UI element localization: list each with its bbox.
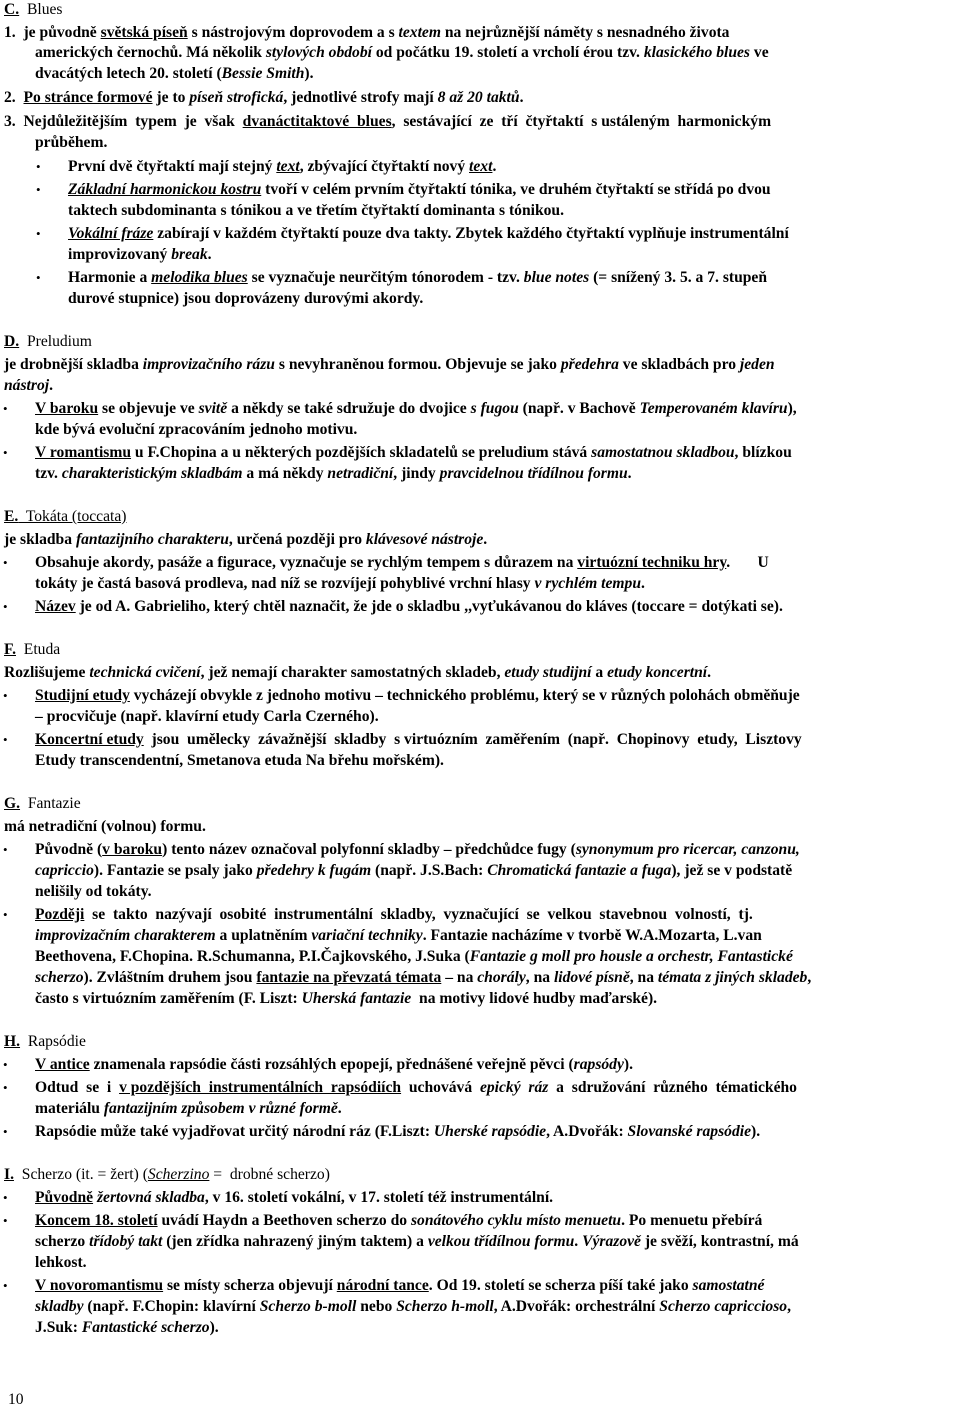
text-segment: , — [787, 1298, 791, 1315]
text-segment: , jindy — [393, 465, 440, 482]
text-segment: chorály — [477, 969, 526, 986]
text-segment: (např. v Bachově — [518, 400, 640, 417]
bullet-icon: • — [3, 907, 8, 922]
text-segment: předehry k fugám — [256, 862, 372, 879]
text-segment: ). Fantazie se psaly jako — [93, 862, 257, 879]
line-text — [4, 355, 775, 375]
text-segment: Koncertní etudy — [35, 731, 144, 748]
text-segment: 1. je — [4, 24, 40, 41]
text-segment: průběhem. — [35, 134, 108, 151]
line-text — [35, 1188, 553, 1208]
text-segment: samostatnou skladbou — [591, 444, 735, 461]
text-segment: textem — [398, 24, 441, 41]
text-segment: capriccio — [35, 862, 94, 879]
text-segment: Slovanské rapsódie — [627, 1123, 752, 1140]
text-segment: . — [707, 664, 712, 681]
text-segment: nelišily od tokáty. — [35, 883, 152, 900]
text-segment: – na — [441, 969, 478, 986]
text-segment: melodika blues — [151, 269, 248, 286]
text-segment: C. — [4, 1, 20, 18]
text-segment: ve skladbách pro — [618, 356, 740, 373]
text-segment: Fantazie g moll pro housle a orchestr, Fantastické — [469, 948, 793, 965]
text-segment: První dvě čtyřtaktí mají stejný — [68, 158, 277, 175]
text-segment: klasického blues — [643, 44, 750, 61]
text-segment: V romantismu — [35, 444, 132, 461]
text-segment: se místy scherza objevují — [163, 1277, 337, 1294]
text-segment: F. — [4, 641, 16, 658]
page-number: 10 — [8, 1391, 24, 1408]
text-segment: virtuózní techniku hry — [577, 554, 727, 571]
text-segment: Obsahuje akordy, pasáže a figurace, vyznačuje se rychlým tempem s důrazem na — [35, 554, 578, 571]
text-segment: E. — [4, 508, 19, 525]
line-text — [35, 968, 811, 988]
line-text — [35, 1055, 633, 1075]
bullet-icon: • — [36, 226, 41, 241]
line-text — [4, 0, 63, 20]
line-text — [35, 707, 379, 727]
text-segment: Rapsódie — [20, 1033, 86, 1050]
text-segment: I. — [4, 1166, 14, 1183]
text-segment: . — [207, 246, 212, 263]
text-segment: ve — [750, 44, 769, 61]
line-text — [68, 180, 771, 200]
line-text — [4, 376, 53, 396]
text-segment: . — [574, 1233, 583, 1250]
text-segment: Výrazově — [582, 1233, 641, 1250]
line-text — [68, 224, 789, 244]
text-segment: Scherzo b-moll — [259, 1298, 357, 1315]
text-segment: epický ráz — [479, 1079, 549, 1096]
line-text — [35, 1078, 797, 1098]
text-segment: má netradiční (volnou) formu. — [4, 818, 206, 835]
text-segment: jeden — [739, 356, 775, 373]
line-text — [35, 1297, 791, 1317]
text-segment: velkou třídílnou formu — [427, 1233, 575, 1250]
text-segment: uvádí Haydn a Beethoven scherzo do — [157, 1212, 411, 1229]
line-text — [35, 840, 800, 860]
text-segment: s fugou — [470, 400, 519, 417]
line-text — [35, 905, 753, 925]
text-segment: s nevyhraněnou formou. Objevuje se jako — [274, 356, 561, 373]
text-segment: , jež nemají charakter samostatných skladeb, — [200, 664, 505, 681]
bullet-icon: • — [36, 270, 41, 285]
text-segment: D. — [4, 333, 20, 350]
bullet-icon: • — [3, 688, 8, 703]
text-segment: Koncem 18. století — [35, 1212, 158, 1229]
text-segment: Uherské rapsódie — [433, 1123, 547, 1140]
text-segment: 3. Nejdůležitějším typem je však — [4, 113, 243, 130]
line-text — [35, 553, 769, 573]
text-segment: předehra — [560, 356, 619, 373]
bullet-icon: • — [3, 445, 8, 460]
text-segment: . — [519, 89, 524, 106]
text-segment: Rapsódie může také vyjadřovat určitý národní ráz (F.Liszt: — [35, 1123, 434, 1140]
text-segment: ), — [787, 400, 797, 417]
text-segment: technická cvičení — [89, 664, 201, 681]
text-segment: třídobý takt — [89, 1233, 163, 1250]
text-segment: ) tento název označoval polyfonní skladby – předchůdce fugy ( — [162, 841, 576, 858]
text-segment: , A.Dvořák: — [546, 1123, 628, 1140]
text-segment: text — [469, 158, 493, 175]
text-segment: ). — [209, 1319, 219, 1336]
line-text — [35, 133, 107, 153]
text-segment: Bessie Smith — [221, 65, 305, 82]
text-segment: tokáty je častá basová prodleva, nad níž se rozvíjejí pohyblivé vrchní hlasy — [35, 575, 535, 592]
text-segment: scherzo — [35, 1233, 90, 1250]
text-segment: a někdy se také sdružuje do dvojice — [227, 400, 471, 417]
text-segment: tzv. — [35, 465, 62, 482]
text-segment: durové stupnice) jsou doprovázeny durovými akordy. — [68, 290, 424, 307]
text-segment: (= snížený 3. 5. a 7. stupeň — [589, 269, 768, 286]
line-text — [68, 201, 564, 221]
text-segment: , na — [629, 969, 658, 986]
text-segment: blue notes — [523, 269, 590, 286]
line-text — [35, 43, 769, 63]
text-segment: Původně ( — [35, 841, 103, 858]
text-segment: ). Zvláštním druhem jsou — [83, 969, 257, 986]
text-segment: stylových období — [265, 44, 372, 61]
text-segment: a má někdy — [242, 465, 328, 482]
text-segment: . — [627, 465, 632, 482]
line-text — [4, 507, 126, 527]
text-segment: ). — [623, 1056, 633, 1073]
bullet-icon: • — [3, 1213, 8, 1228]
bullet-icon: • — [3, 555, 8, 570]
text-segment: V baroku — [35, 400, 99, 417]
bullet-icon: • — [36, 182, 41, 197]
line-text — [35, 420, 357, 440]
text-segment: světská píseň — [100, 24, 188, 41]
line-text — [35, 926, 762, 946]
text-segment: Beethovena, F.Chopina. R.Schumanna, P.I.Čajkovského, J.Suka ( — [35, 948, 470, 965]
text-segment: se objevuje ve — [98, 400, 199, 417]
text-segment: je skladba — [4, 531, 76, 548]
line-text — [35, 751, 444, 771]
text-segment: se takto nazývají osobité instrumentální skladby, vyznačující se velkou stavebnou volností, tj. — [84, 906, 753, 923]
bullet-icon: • — [3, 1057, 8, 1072]
text-segment: Scherzino — [147, 1166, 210, 1183]
line-text — [68, 268, 767, 288]
text-segment: pravcidelnou třídílnou formu — [439, 465, 628, 482]
text-segment: variační techniky — [311, 927, 423, 944]
bullet-icon: • — [3, 1080, 8, 1095]
text-segment: , v 16. století vokální, v 17. století též instrumentální. — [204, 1189, 554, 1206]
text-segment: s nástrojovým doprovodem a s — [187, 24, 399, 41]
line-text — [68, 289, 423, 309]
text-segment: . — [492, 158, 497, 175]
text-segment: , sestávající ze tří čtyřtaktí s ustáleným harmonickým — [391, 113, 772, 130]
text-segment: je od A. Gabrieliho, který chtěl naznačit, že jde o skladbu ,,vyťukávanou do kláves (toccare = dotýkati se). — [75, 598, 783, 615]
text-segment: ), jež se v podstatě — [671, 862, 793, 879]
text-segment: amerických černochů. Má několik — [35, 44, 266, 61]
bullet-icon: • — [3, 401, 8, 416]
text-segment: Temperovaném klavíru — [639, 400, 788, 417]
text-segment: Název — [35, 598, 76, 615]
line-text — [35, 464, 632, 484]
text-segment: od počátku 19. století a vrcholí érou tzv. — [371, 44, 644, 61]
text-segment: Po stránce formové — [23, 89, 153, 106]
text-segment: Uherská fantazie — [301, 990, 412, 1007]
text-segment: 8 až 20 taktů — [437, 89, 520, 106]
text-segment: scherzo — [35, 969, 84, 986]
text-segment: taktech subdominanta s tónikou a ve třetím čtyřtaktí dominanta s tónikou. — [68, 202, 565, 219]
text-segment: . Fantazie nacházíme v tvorbě W.A.Mozarta, L.van — [422, 927, 762, 944]
line-text — [35, 1099, 342, 1119]
line-text — [35, 882, 152, 902]
text-segment: jsou umělecky závažnější skladby s virtuózním zaměřením (např. Chopinovy etudy, Lisztovy — [143, 731, 802, 748]
line-text — [35, 64, 314, 84]
line-text — [4, 88, 523, 108]
text-segment: , zbývající čtyřtaktí nový — [299, 158, 470, 175]
text-segment: v rychlém tempu — [534, 575, 642, 592]
line-text — [35, 947, 793, 967]
text-segment: nástroj — [4, 377, 50, 394]
text-segment: fantazijního charakteru — [75, 531, 229, 548]
text-segment: . — [641, 575, 645, 592]
text-segment: na nejrůznější náměty s nesnadného života — [440, 24, 730, 41]
text-segment: Později — [35, 906, 85, 923]
text-segment: tvoří v celém prvním čtyřtaktí tónika, ve druhém čtyřtaktí se střídá po dvou — [261, 181, 771, 198]
text-segment: , blízkou — [734, 444, 792, 461]
text-segment: (jen zřídka nahrazený jiným taktem) a — [162, 1233, 428, 1250]
text-segment: , určená později pro — [228, 531, 366, 548]
line-text — [68, 157, 496, 177]
text-segment: samostatné — [692, 1277, 765, 1294]
text-segment: netradiční — [327, 465, 394, 482]
line-text — [4, 1032, 86, 1052]
text-segment: . U — [726, 554, 769, 571]
text-segment: V novoromantismu — [35, 1277, 164, 1294]
bullet-icon: • — [3, 1124, 8, 1139]
text-segment: Blues — [19, 1, 63, 18]
line-text — [4, 817, 206, 837]
text-segment: (např. F.Chopin: klavírní — [83, 1298, 260, 1315]
text-segment: (např. J.S.Bach: — [371, 862, 488, 879]
text-segment: lidové písně — [553, 969, 630, 986]
text-segment: Základní harmonickou kostru — [68, 181, 262, 198]
line-text — [35, 399, 797, 419]
text-segment: Původně — [35, 1189, 94, 1206]
text-segment: , na — [525, 969, 554, 986]
text-segment: . — [483, 531, 488, 548]
text-segment: v baroku — [102, 841, 163, 858]
line-text — [4, 663, 711, 683]
line-text — [35, 1318, 219, 1338]
text-segment: , — [807, 969, 812, 986]
text-segment: vycházejí obvykle z jednoho motivu – technického problému, který se v různých polohách obměňuje — [129, 687, 800, 704]
text-segment: Tokáta (toccata) — [18, 508, 127, 525]
text-segment: . — [337, 1100, 342, 1117]
text-segment: Harmonie a — [68, 269, 152, 286]
text-segment: svitě — [198, 400, 228, 417]
text-segment: Fantastické scherzo — [81, 1319, 210, 1336]
text-segment: , jednotlivé strofy mají — [283, 89, 438, 106]
text-segment: improvizačního rázu — [142, 356, 275, 373]
text-segment: . Od 19. století se scherza píší také jako — [428, 1277, 693, 1294]
text-segment: Chromatická fantazie a fuga — [487, 862, 672, 879]
text-segment: a sdružování různého tématického — [548, 1079, 797, 1096]
text-segment: charakteristickým skladbám — [61, 465, 243, 482]
bullet-icon: • — [3, 1190, 8, 1205]
text-segment: . — [49, 377, 53, 394]
text-segment: u F.Chopina a u některých pozdějších skladatelů se preludium stává — [131, 444, 592, 461]
text-segment: V antice — [35, 1056, 90, 1073]
text-segment: původně — [39, 24, 101, 41]
text-segment: 2. — [4, 89, 24, 106]
text-segment: dvacátých letech 20. století ( — [35, 65, 222, 82]
text-segment: témata z jiných skladeb — [657, 969, 808, 986]
text-segment: Odtud se i — [35, 1079, 120, 1096]
line-text — [35, 686, 800, 706]
text-segment: Preludium — [19, 333, 92, 350]
line-text — [35, 574, 645, 594]
text-segment: improvizovaný — [68, 246, 172, 263]
line-text — [35, 1232, 799, 1252]
line-text — [35, 597, 783, 617]
bullet-icon: • — [3, 1278, 8, 1293]
text-segment: sonátového cyklu místo menuetu — [410, 1212, 622, 1229]
text-segment: Scherzo (it. = žert) ( — [13, 1166, 148, 1183]
text-segment: Etuda — [16, 641, 61, 658]
text-segment: rapsódy — [573, 1056, 624, 1073]
text-segment: lehkost. — [35, 1254, 87, 1271]
text-segment: , A.Dvořák: orchestrální — [493, 1298, 660, 1315]
text-segment: nebo — [356, 1298, 397, 1315]
text-segment: žertovná skladba — [96, 1189, 205, 1206]
text-segment: . Po menuetu přebírá — [621, 1212, 763, 1229]
text-segment: se vyznačuje neurčitým tónorodem - tzv. — [247, 269, 524, 286]
line-text — [35, 443, 792, 463]
text-segment: synonymum pro ricercar, canzonu, — [575, 841, 800, 858]
bullet-icon: • — [36, 159, 41, 174]
text-segment: fantazijním způsobem v různé formě — [103, 1100, 338, 1117]
line-text — [4, 530, 487, 550]
text-segment: Rozlišujeme — [4, 664, 90, 681]
text-segment: skladby — [35, 1298, 84, 1315]
line-text — [4, 640, 60, 660]
text-segment: klávesové nástroje — [365, 531, 484, 548]
text-segment: improvizačním charakterem — [35, 927, 216, 944]
text-segment: zabírají v každém čtyřtaktí pouze dva takty. Zbytek každého čtyřtaktí vyplňuje instrumentální — [153, 225, 789, 242]
text-segment: Etudy transcendentní, Smetanova etuda Na břehu mořském). — [35, 752, 444, 769]
line-text — [35, 989, 657, 1009]
text-segment: Vokální fráze — [68, 225, 154, 242]
text-segment: = drobné scherzo) — [209, 1166, 330, 1183]
text-segment: etudy koncertní — [607, 664, 708, 681]
text-segment: – procvičuje (např. klavírní etudy Carla Czerného). — [35, 708, 379, 725]
text-segment: píseň strofická — [189, 89, 284, 106]
bullet-icon: • — [3, 599, 8, 614]
text-segment: dvanáctitaktové blues — [242, 113, 392, 130]
line-text — [35, 730, 802, 750]
text-segment: je svěží, kontrastní, má — [640, 1233, 799, 1250]
text-segment: kde bývá evoluční zpracováním jednoho motivu. — [35, 421, 358, 438]
line-text — [4, 794, 81, 814]
text-segment: ). — [751, 1123, 761, 1140]
line-text — [35, 1253, 87, 1273]
text-segment: materiálu — [35, 1100, 104, 1117]
line-text — [35, 1122, 760, 1142]
line-text — [4, 112, 771, 132]
line-text — [4, 1165, 330, 1185]
text-segment: je drobnější skladba — [4, 356, 143, 373]
text-segment: Studijní etudy — [35, 687, 130, 704]
text-segment: a — [591, 664, 608, 681]
line-text — [35, 861, 792, 881]
text-segment: na motivy lidové hudby maďarské). — [411, 990, 658, 1007]
bullet-icon: • — [3, 842, 8, 857]
text-segment: fantazie na převzatá témata — [256, 969, 442, 986]
text-segment: ). — [304, 65, 314, 82]
text-segment: H. — [4, 1033, 21, 1050]
text-segment: J.Suk: — [35, 1319, 82, 1336]
text-segment: Scherzo capriccioso — [659, 1298, 788, 1315]
text-segment: break — [171, 246, 208, 263]
text-segment: často s virtuózním zaměřením (F. Liszt: — [35, 990, 302, 1007]
text-segment: uchovává — [401, 1079, 480, 1096]
line-text — [68, 245, 212, 265]
bullet-icon: • — [3, 732, 8, 747]
text-segment: národní tance — [336, 1277, 429, 1294]
text-segment: v pozdějších instrumentálních rapsódiích — [119, 1079, 402, 1096]
line-text — [4, 23, 729, 43]
line-text — [35, 1276, 764, 1296]
text-segment: je to — [152, 89, 190, 106]
text-segment: Scherzo h-moll — [396, 1298, 494, 1315]
line-text — [4, 332, 92, 352]
text-segment: znamenala rapsódie části rozsáhlých epopejí, přednášené veřejně pěvci ( — [89, 1056, 574, 1073]
text-segment: Fantazie — [20, 795, 81, 812]
text-segment: text — [276, 158, 300, 175]
text-segment: etudy studijní — [504, 664, 592, 681]
text-segment: a uplatněním — [215, 927, 312, 944]
text-segment: G. — [4, 795, 21, 812]
line-text — [35, 1211, 762, 1231]
